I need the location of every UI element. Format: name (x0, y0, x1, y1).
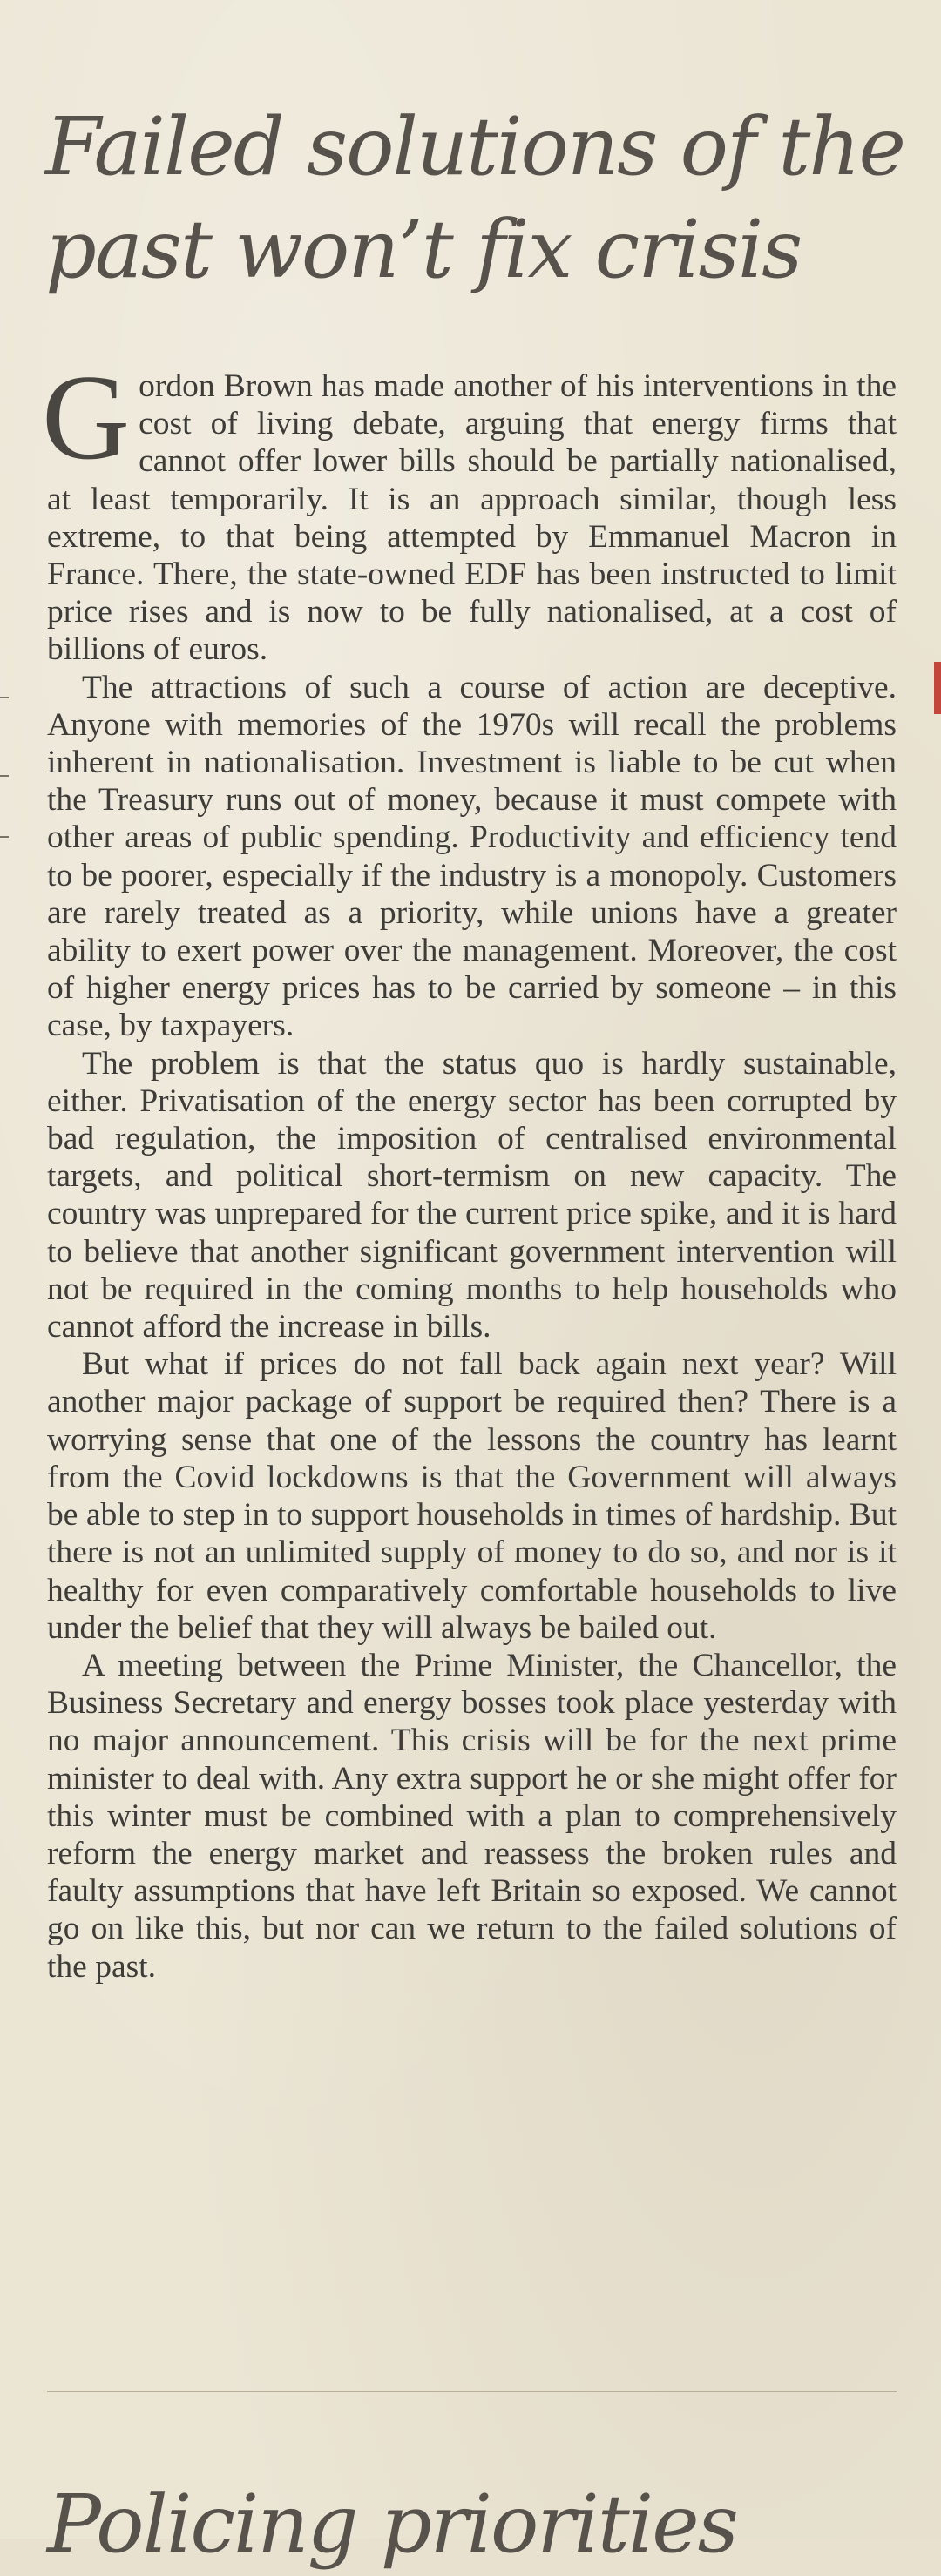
paragraph-4: But what if prices do not fall back again next year? Will another major package of support be required then? There is a worrying sense that one of the lessons the country has learnt from the Covid lockdowns is that the Government will always be able to step in to support households in times of hardship. But there is not an unlimited supply of money to do so, and nor is it healthy for even comparatively comfortable households to live under the belief that they will always be bailed out. (47, 1346, 897, 1646)
paragraph-1-text: ordon Brown has made another of his interventions in the cost of living debate, arguing that energy firms that cannot offer lower bills should be partially nationalised, at least temporarily. It is an approach similar, though less extreme, to that being attempted by Emmanuel Macron in France. There, the state-owned EDF has been instructed to limit price rises and is now to be fully nationalised, at a cost of billions of euros. (47, 368, 897, 668)
next-article-headline: Policing priorities (47, 2478, 737, 2571)
margin-tick (0, 697, 9, 698)
paragraph-1 (42, 350, 897, 669)
paragraph-3: The problem is that the status quo is hardly sustainable, either. Privatisation of the energy sector has been corrupted by bad regulation, the imposition of centralised environmental targets, and political short-termism on new capacity. The country was unprepared for the current price spike, and it is hard to believe that another significant government intervention will not be required in the coming months to help households who cannot afford the increase in bills. (47, 1045, 897, 1345)
paragraph-2: The attractions of such a course of action are deceptive. Anyone with memories of the 1970s will recall the problems inherent in nationalisation. Investment is liable to be cut when the Treasury runs out of money, because it must compete with other areas of public spending. Productivity and efficiency tend to be poorer, especially if the industry is a monopoly. Customers are rarely treated as a priority, while unions have a greater ability to exert power over the management. Moreover, the cost of higher energy prices has to be carried by someone – in this case, by taxpayers. (47, 669, 897, 1044)
headline-line-2: past won’t fix crisis (45, 203, 802, 296)
left-margin-marks (0, 679, 12, 853)
margin-tick (0, 775, 9, 777)
headline (45, 96, 917, 301)
article-body (42, 350, 897, 1986)
margin-tick (0, 836, 9, 838)
adjacent-column-fragment (922, 662, 941, 1689)
drop-cap: G (42, 350, 131, 485)
red-column-marker (934, 662, 941, 714)
headline-line-1: Failed solutions of the (45, 100, 904, 193)
section-divider (47, 2391, 897, 2392)
paragraph-5: A meeting between the Prime Minister, the Chancellor, the Business Secretary and energy bosses took place yesterday with no major announcement. This crisis will be for the next prime minister to deal with. Any extra support he or she might offer for this winter must be combined with a plan to comprehensively reform the energy market and reassess the broken rules and faulty assumptions that have left Britain so exposed. We cannot go on like this, but nor can we return to the failed solutions of the past. (47, 1647, 897, 1985)
